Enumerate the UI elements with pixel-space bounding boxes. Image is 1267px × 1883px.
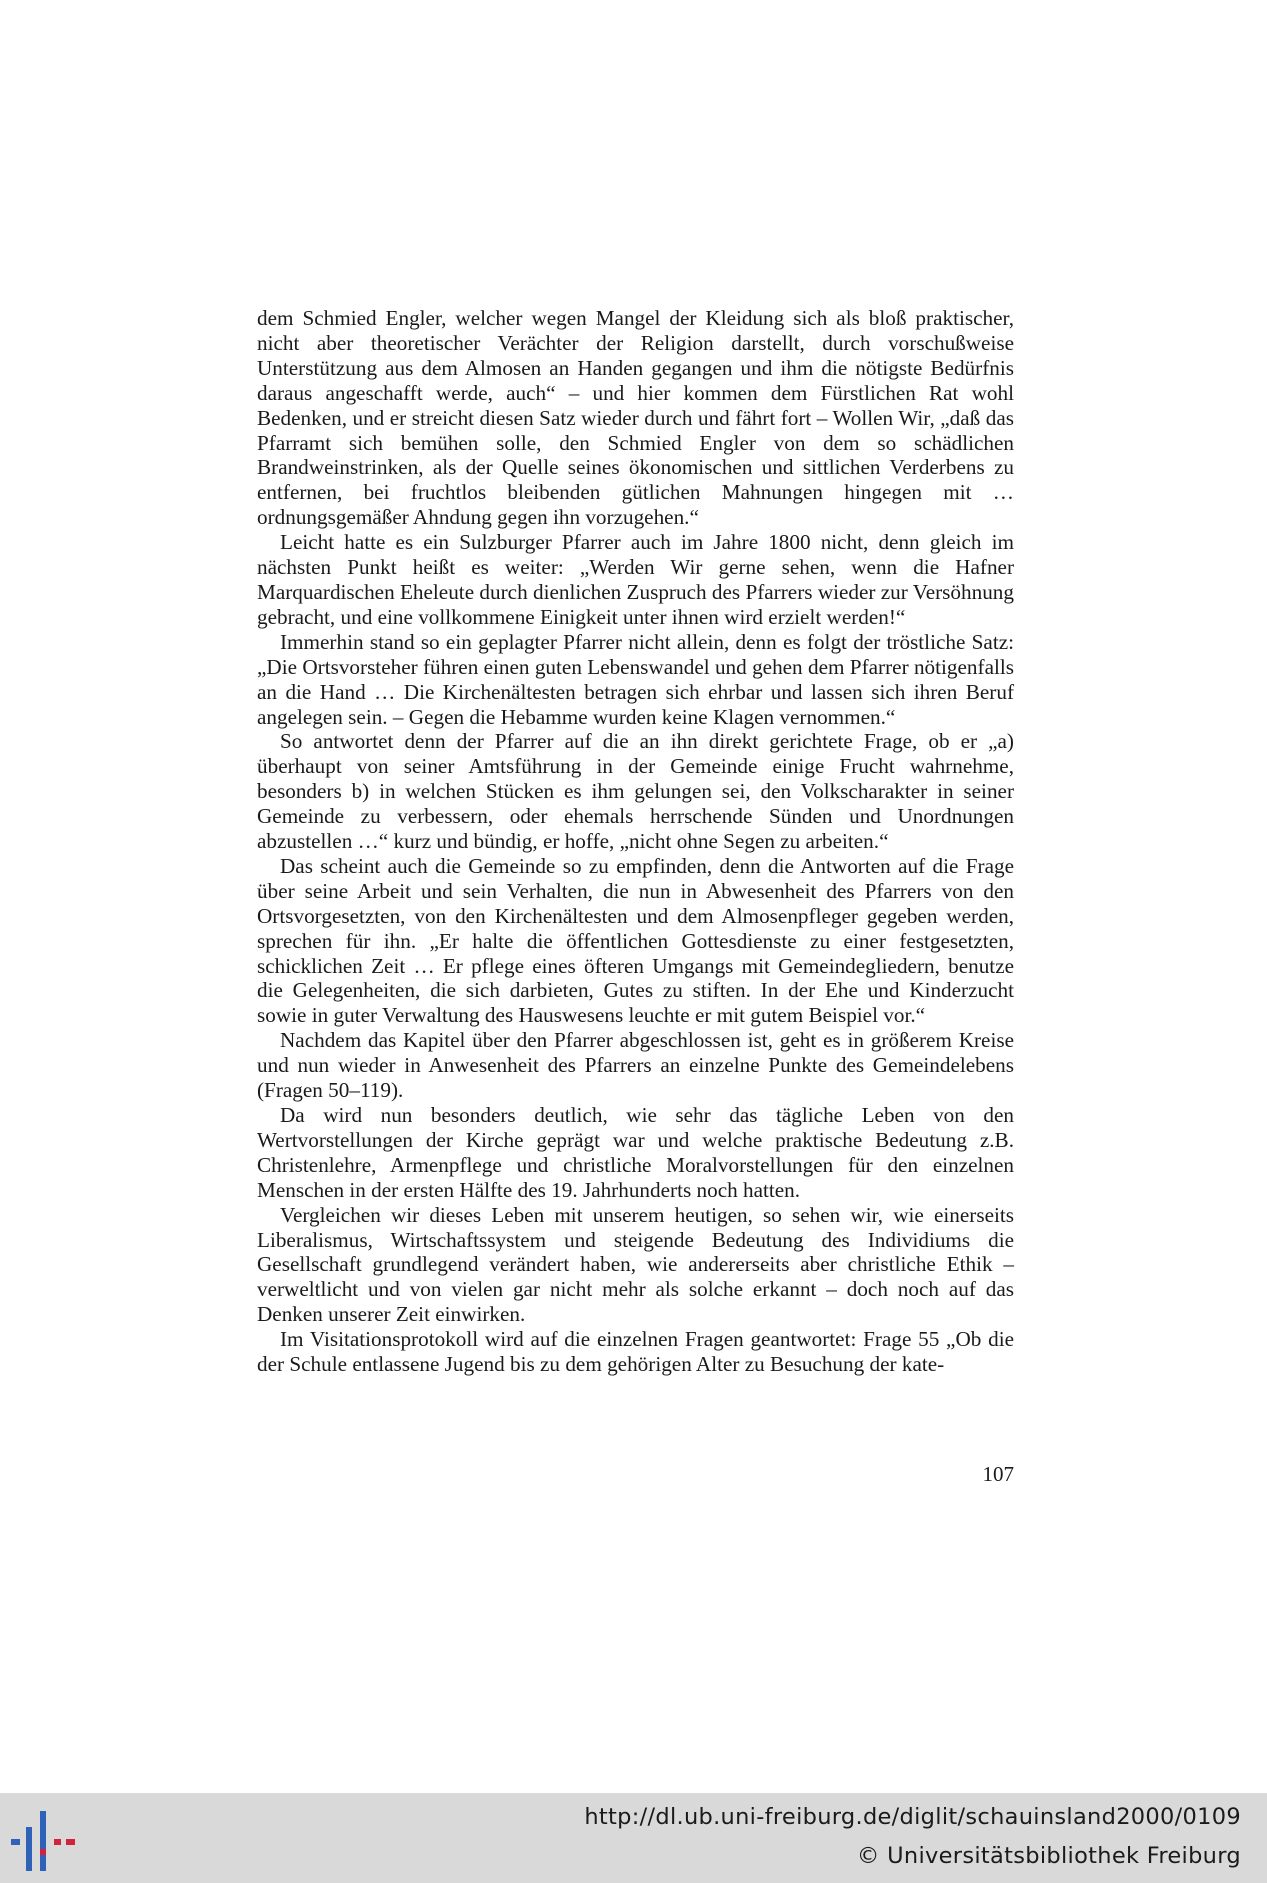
body-text <box>257 306 1014 1377</box>
ub-freiburg-logo-icon <box>6 1811 80 1871</box>
paragraph: Immerhin stand so ein geplagter Pfarrer nicht allein, denn es folgt der tröstliche Satz: „Die Ortsvorsteher führen einen guten Lebenswandel und gehen dem Pfarrer nötigenfalls an die Hand … Die Kirchenältesten betragen sich ehrbar und lassen sich ihren Beruf angelegen sein. – Gegen die Hebamme wurden keine Klagen vernommen.“ <box>257 629 1014 729</box>
page-number: 107 <box>982 1462 1014 1486</box>
paragraph: So antwortet denn der Pfarrer auf die an ihn direkt gerichtete Frage, ob er „a) überhaupt von seiner Amtsführung in der Gemeinde einige Frucht wahrnehme, besonders b) in welchen Stücken es ihm gelungen sei, den Volkscharakter in seiner Gemeinde zu verbessern, oder ehemals herrschende Sünden und Unordnungen abzustellen …“ kurz und bündig, er hoffe, „nicht ohne Segen zu arbeiten.“ <box>257 729 1014 854</box>
footer-copyright: © Universitätsbibliothek Freiburg <box>856 1843 1241 1869</box>
paragraph: Da wird nun besonders deutlich, wie sehr das tägliche Leben von den Wertvorstellungen der Kirche geprägt war und welche praktische Bedeutung z.B. Christenlehre, Armenpflege und christliche Moralvorstellungen für den einzelnen Menschen in der ersten Hälfte des 19. Jahrhunderts noch hatten. <box>257 1103 1014 1202</box>
paragraph: Nachdem das Kapitel über den Pfarrer abgeschlossen ist, geht es in größerem Kreise und nun wieder in Anwesenheit des Pfarrers an einzelne Punkte des Gemeindelebens (Fragen 50–119). <box>257 1028 1014 1103</box>
footer-bar <box>0 1793 1267 1883</box>
paragraph: Vergleichen wir dieses Leben mit unserem heutigen, so sehen wir, wie einerseits Liberalismus, Wirtschaftssystem und steigende Bedeutung des Individiums die Gesellschaft grundlegend verändert haben, wie andererseits aber christliche Ethik – verweltlicht und von vielen gar nicht mehr als solche erkannt – doch noch auf das Denken unserer Zeit einwirken. <box>257 1202 1014 1327</box>
paragraph: dem Schmied Engler, welcher wegen Mangel der Kleidung sich als bloß praktischer, nicht aber theoretischer Verächter der Religion darstellt, durch vorschußweise Unterstützung aus dem Almosen an Handen gegangen und ihm die nötigste Bedürfnis daraus angeschafft werde, auch“ – und hier kommen dem Fürstlichen Rat wohl Bedenken, und er streicht diesen Satz wieder durch und fährt fort – Wollen Wir, „daß das Pfarramt sich bemühen solle, den Schmied Engler von dem so schädlichen Brandweinstrinken, als der Quelle seines ökonomischen und sittlichen Verderbens zu entfernen, bei fruchtlos bleibenden gütlichen Mahnungen hingegen mit … ordnungsgemäßer Ahndung gegen ihn vorzugehen.“ <box>257 306 1014 530</box>
paragraph: Im Visitationsprotokoll wird auf die einzelnen Fragen geantwortet: Frage 55 „Ob die der Schule entlassene Jugend bis zu dem gehörigen Alter zu Besuchung der kate- <box>257 1327 1014 1377</box>
paragraph: Das scheint auch die Gemeinde so zu empfinden, denn die Antworten auf die Frage über seine Arbeit und sein Verhalten, die nun in Abwesenheit des Pfarrers von den Ortsvorgesetzten, von den Kirchenältesten und dem Almosenpfleger gegeben werden, sprechen für ihn. „Er halte die öffentlichen Gottesdienste zu einer festgesetzten, schicklichen Zeit … Er pflege eines öfteren Umgangs mit Gemeindegliedern, benutze die Gelegenheiten, die sich darbieten, Gutes zu stiften. In der Ehe und Kinderzucht sowie in guter Verwaltung des Hauswesens leuchte er mit gutem Beispiel vor.“ <box>257 853 1014 1028</box>
paragraph: Leicht hatte es ein Sulzburger Pfarrer auch im Jahre 1800 nicht, denn gleich im nächsten Punkt heißt es weiter: „Werden Wir gerne sehen, wenn die Hafner Marquardischen Eheleute durch dienlichen Zuspruch des Pfarrers wieder zur Versöhnung gebracht, und eine vollkommene Einigkeit unter ihnen wird erzielt werden!“ <box>257 530 1014 629</box>
footer-url-link[interactable]: http://dl.ub.uni-freiburg.de/diglit/schauinsland2000/0109 <box>584 1804 1241 1830</box>
